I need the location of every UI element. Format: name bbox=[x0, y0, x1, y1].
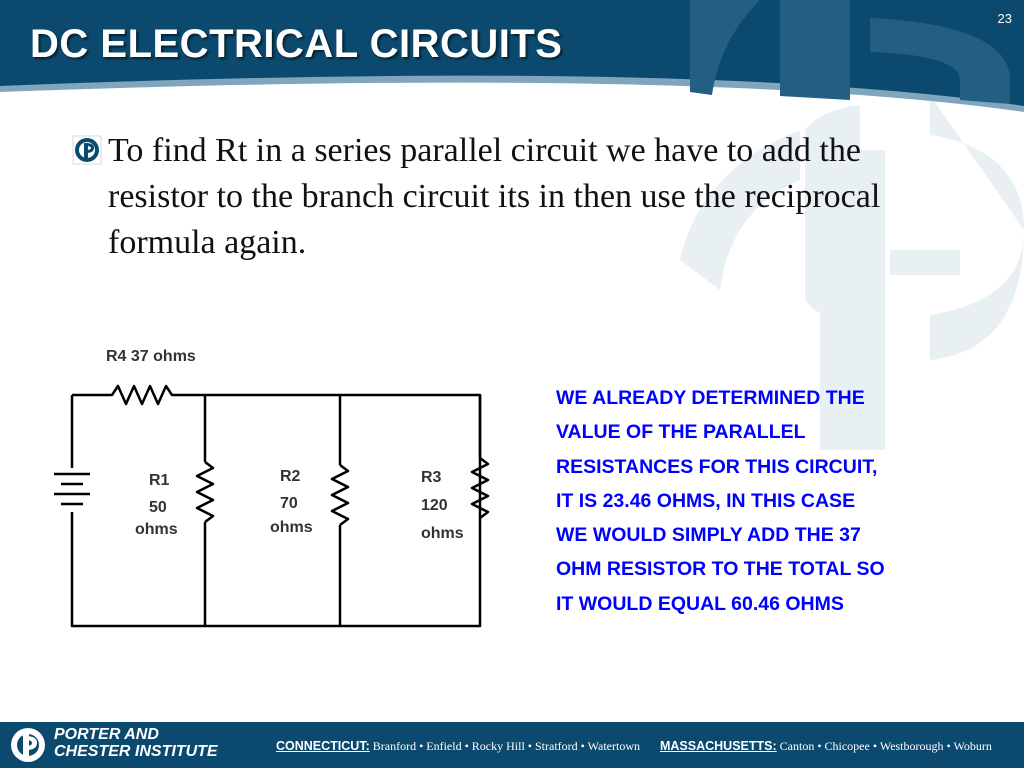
ct-label: CONNECTICUT: bbox=[276, 739, 370, 753]
institute-name bbox=[54, 726, 218, 760]
pc-logo-icon bbox=[8, 725, 48, 765]
r3-name: R3 bbox=[421, 469, 442, 486]
r2-unit: ohms bbox=[270, 519, 313, 536]
battery-icon bbox=[54, 468, 90, 512]
r3-unit: ohms bbox=[421, 525, 464, 542]
r2-resistor bbox=[332, 465, 348, 525]
circuit-diagram bbox=[50, 340, 510, 640]
r2-value: 70 bbox=[280, 495, 298, 512]
r1-unit: ohms bbox=[135, 521, 178, 538]
pc-logo-icon bbox=[72, 135, 102, 165]
r1-resistor bbox=[197, 462, 213, 522]
r3-value: 120 bbox=[421, 497, 448, 514]
r4-label: R4 37 ohms bbox=[106, 348, 196, 365]
institute-name-line1: PORTER AND bbox=[54, 726, 159, 743]
slide-title: DC ELECTRICAL CIRCUITS bbox=[30, 22, 563, 66]
ma-label: MASSACHUSETTS: bbox=[659, 739, 777, 753]
slide-number: 23 bbox=[997, 11, 1012, 26]
r4-resistor bbox=[72, 386, 180, 404]
campus-locations bbox=[276, 739, 992, 754]
footer-bar bbox=[0, 722, 1024, 768]
r1-name: R1 bbox=[149, 472, 170, 489]
institute-name-line2: CHESTER INSTITUTE bbox=[54, 743, 218, 760]
ct-towns: Branford • Enfield • Rocky Hill • Stratford • Watertown bbox=[372, 739, 640, 753]
r1-value: 50 bbox=[149, 499, 167, 516]
ma-towns: Canton • Chicopee • Westborough • Woburn bbox=[779, 739, 992, 753]
explanation-note: WE ALREADY DETERMINED THE VALUE OF THE PARALLEL RESISTANCES FOR THIS CIRCUIT, IT IS 23.46 OHMS, IN THIS CASE WE WOULD SIMPLY ADD THE 37 OHM RESISTOR TO THE TOTAL SO IT WOULD EQUAL 60.46 OHMS bbox=[556, 387, 885, 615]
r2-name: R2 bbox=[280, 468, 301, 485]
top-wire bbox=[72, 395, 480, 626]
bullet-text: To find Rt in a series parallel circuit we have to add the resistor to the branch circuit its in then use the reciprocal formula again. bbox=[108, 132, 881, 261]
